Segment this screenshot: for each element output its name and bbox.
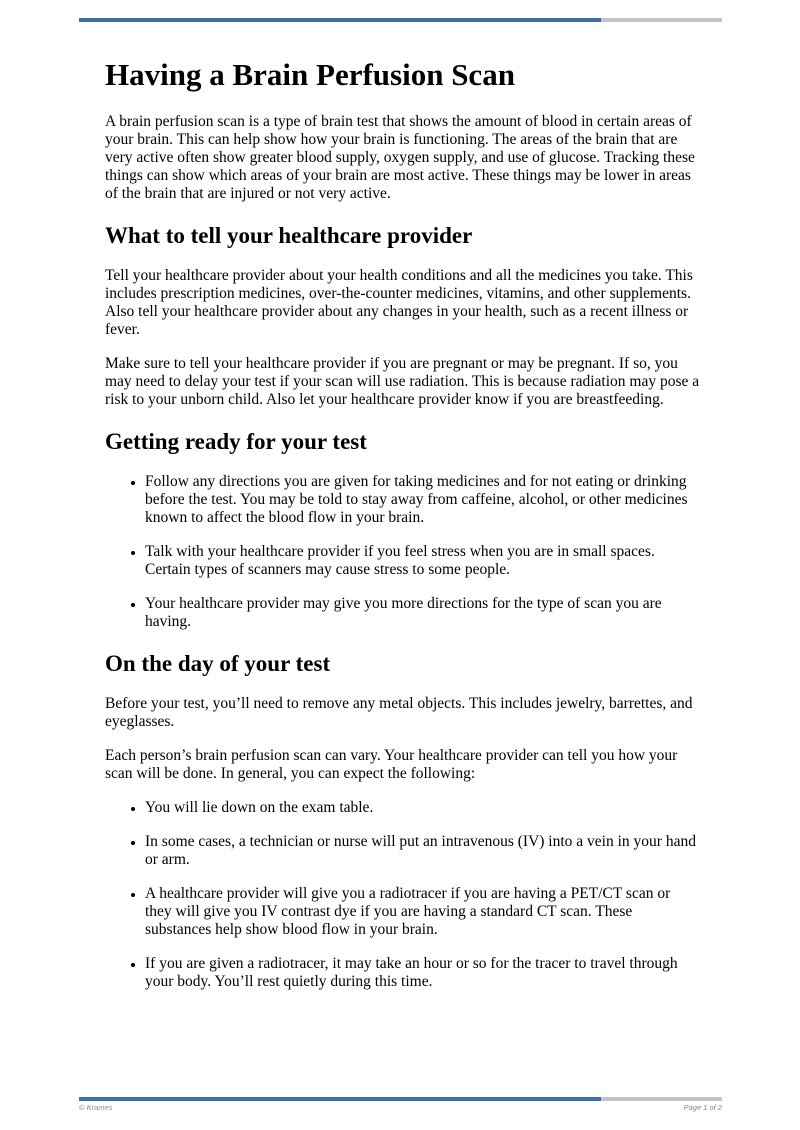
header-rule-accent: [79, 18, 601, 22]
section-getting-ready: [105, 428, 700, 631]
section-paragraph: Before your test, you’ll need to remove any metal objects. This includes jewelry, barrettes, and eyeglasses.: [105, 695, 693, 730]
header-rule-gray: [601, 18, 722, 22]
footer-rule-gray: [601, 1097, 722, 1101]
list-item: • If you are given a radiotracer, it may take an hour or so for the tracer to travel through your body. You’ll rest quietly during this time.: [145, 955, 700, 991]
section-day-of-test: [105, 650, 700, 991]
document-body: [105, 56, 700, 1007]
section-heading: On the day of your test: [105, 651, 331, 676]
section-paragraph: Tell your healthcare provider about your health conditions and all the medicines you take. This includes prescription medicines, over-the-counter medicines, vitamins, and other supplements. Also tell your healthcare provider about any changes in your health, such as a recent illness or fever.: [105, 267, 693, 338]
bullet-list: [105, 799, 700, 991]
intro-paragraph: A brain perfusion scan is a type of brain test that shows the amount of blood in certain areas of your brain. This can help show how your brain is functioning. The areas of the brain that are very active often show greater blood supply, oxygen supply, and use of glucose. Tracking these things can show which areas of your brain are most active. These things may be lower in areas of the brain that are injured or not very active.: [105, 113, 695, 202]
list-item: • A healthcare provider will give you a radiotracer if you are having a PET/CT scan or they will give you IV contrast dye if you are having a standard CT scan. These substances help show blood flow in your brain.: [145, 885, 700, 939]
section-what-to-tell: [105, 222, 700, 409]
footer-rule-accent: [79, 1097, 601, 1101]
section-paragraph: Each person’s brain perfusion scan can vary. Your healthcare provider can tell you how your scan will be done. In general, you can expect the following:: [105, 747, 678, 782]
section-heading: What to tell your healthcare provider: [105, 223, 473, 248]
section-paragraph: Make sure to tell your healthcare provider if you are pregnant or may be pregnant. If so, you may need to delay your test if your scan will use radiation. This is because radiation may pose a risk to your unborn child. Also let your healthcare provider know if you are breastfeeding.: [105, 355, 700, 408]
page-title: Having a Brain Perfusion Scan: [105, 57, 515, 92]
section-heading: Getting ready for your test: [105, 429, 367, 454]
list-item: • You will lie down on the exam table.: [145, 799, 700, 817]
list-item: • In some cases, a technician or nurse will put an intravenous (IV) into a vein in your hand or arm.: [145, 833, 700, 869]
list-item: • Talk with your healthcare provider if you feel stress when you are in small spaces. Certain types of scanners may cause stress to some people.: [145, 543, 700, 579]
bullet-list: [105, 473, 700, 631]
list-item: • Your healthcare provider may give you more directions for the type of scan you are having.: [145, 595, 700, 631]
footer-page-number: Page 1 of 2: [683, 1103, 722, 1112]
footer-rule: [79, 1097, 722, 1101]
footer-copyright: © Krames: [79, 1103, 113, 1112]
list-item: • Follow any directions you are given for taking medicines and for not eating or drinking before the test. You may be told to stay away from caffeine, alcohol, or other medicines known to affect the blood flow in your brain.: [145, 473, 700, 527]
header-rule: [79, 18, 722, 22]
